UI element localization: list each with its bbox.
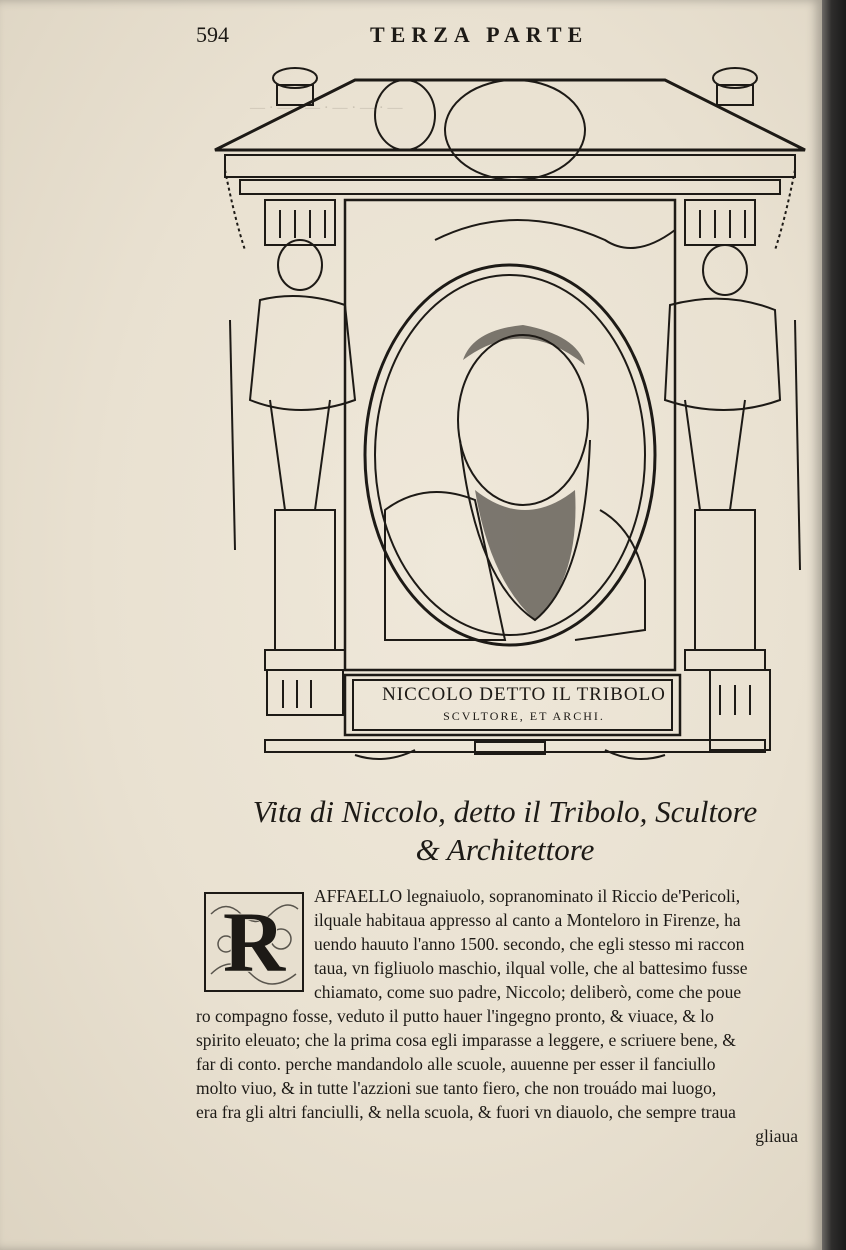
text-line: era fra gli altri fanciulli, & nella scuola, & fuori vn diauolo, che sempre traua (196, 1102, 736, 1122)
portrait-caption-title: SCVLTORE, ET ARCHI. (443, 709, 605, 723)
portrait-caption-name: NICCOLO DETTO IL TRIBOLO (382, 684, 666, 705)
text-line: spirito eleuato; che la prima cosa egli imparasse a leggere, e scriuere bene, & (196, 1030, 736, 1050)
text-line: molto viuo, & in tutte l'azzioni sue tanto fiero, che non trouádo mai luogo, (196, 1078, 717, 1098)
section-title: TERZA PARTE (370, 22, 589, 47)
initial-letter: R (222, 894, 286, 990)
text-line: AFFAELLO legnaiuolo, sopranominato il Riccio de'Pericoli, (314, 886, 741, 906)
catchword: gliaua (755, 1126, 798, 1146)
decorated-initial (204, 892, 304, 992)
show-through-text: — · — · — · — · — · — (250, 100, 403, 116)
text-line: ilquale habitaua appresso al canto a Monteloro in Firenze, ha (314, 910, 741, 930)
page-number: 594 (196, 22, 229, 47)
text-line: chiamato, come suo padre, Niccolo; deliberò, come che poue (314, 982, 742, 1002)
chapter-heading-line2: & Architettore (415, 832, 595, 867)
text-line: taua, vn figliuolo maschio, ilqual volle, che al battesimo fusse (314, 958, 748, 978)
chapter-heading-line1: Vita di Niccolo, detto il Tribolo, Scultore (252, 794, 758, 829)
running-head (0, 18, 822, 52)
portrait-woodcut (205, 60, 815, 770)
page-gutter-edge (822, 0, 846, 1250)
text-line: uendo hauuto l'anno 1500. secondo, che egli stesso mi raccon (314, 934, 745, 954)
text-line: ro compagno fosse, veduto il putto hauer l'ingegno pronto, & viuace, & lo (196, 1006, 714, 1026)
text-line: far di conto. perche mandandolo alle scuole, auuenne per esser il fanciullo (196, 1054, 716, 1074)
